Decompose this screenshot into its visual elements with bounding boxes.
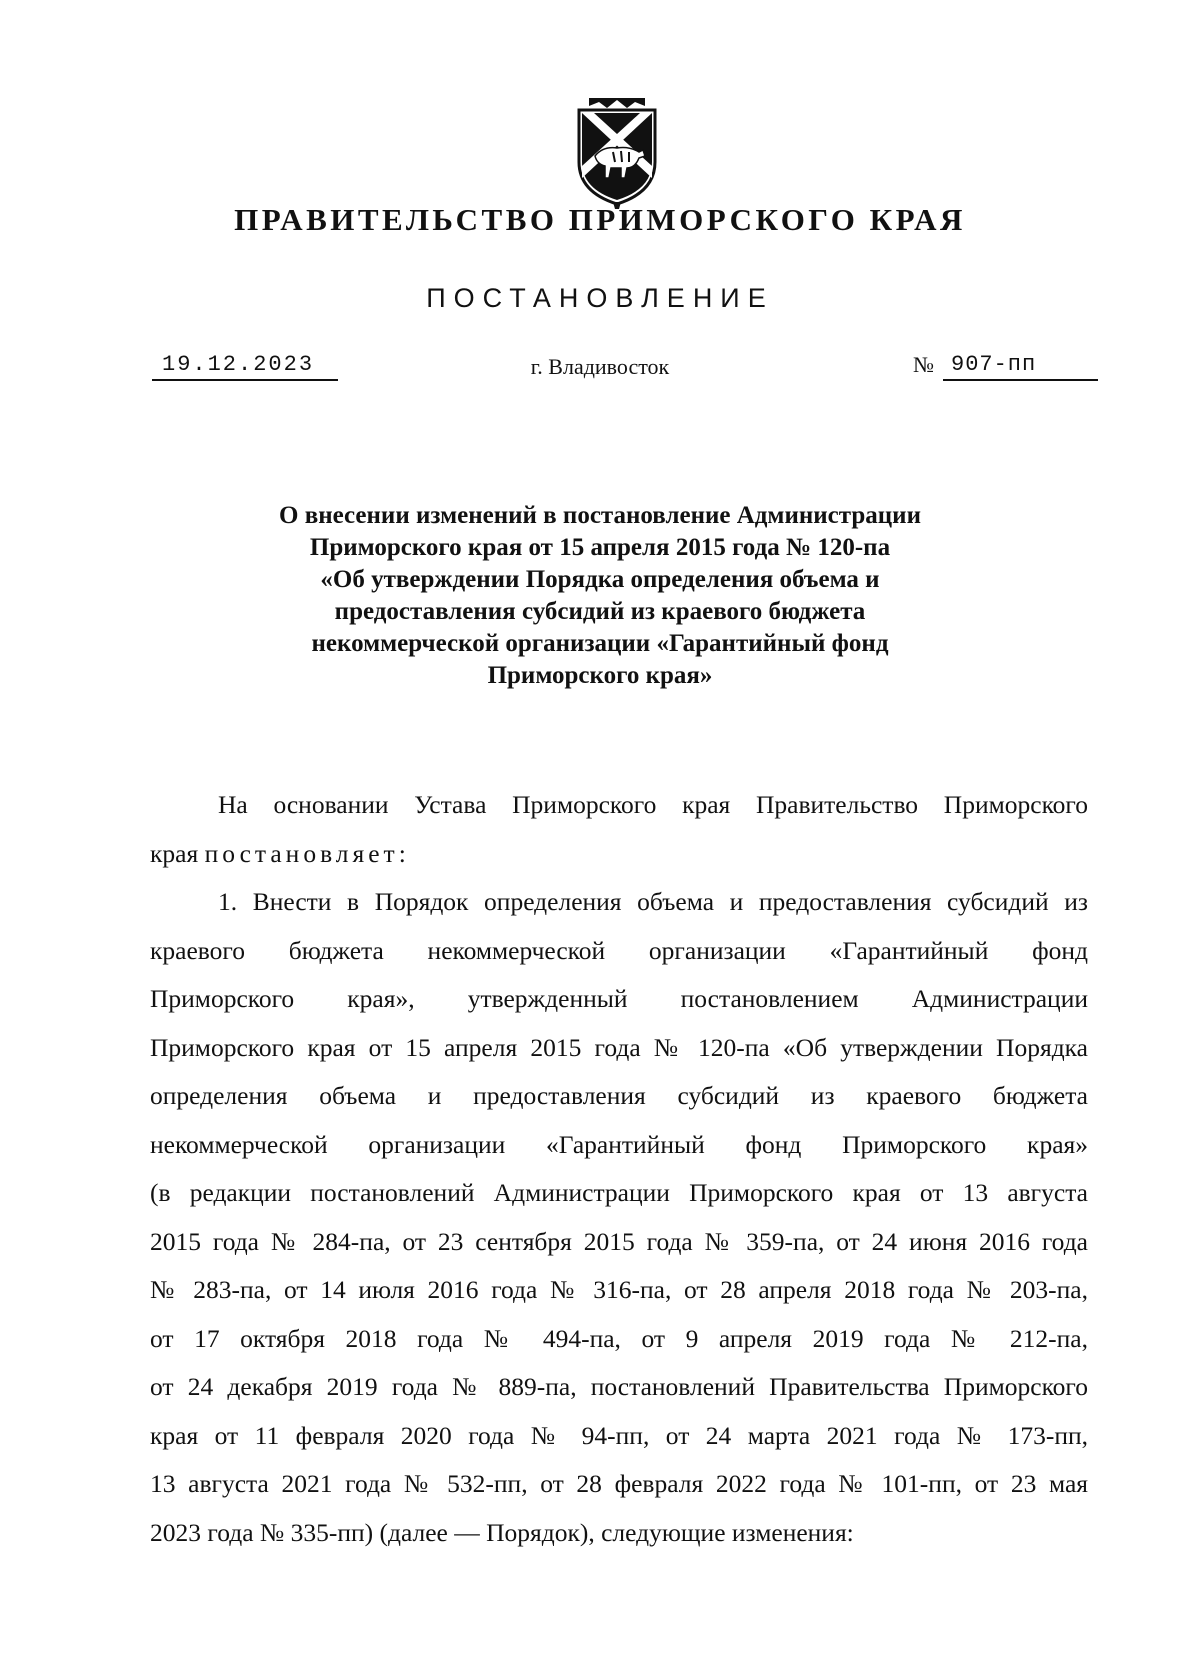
body-line: На основании Устава Приморского края Правительство Приморского	[218, 790, 1088, 819]
body-line: некоммерческой организации «Гарантийный фонд Приморского края»	[150, 1129, 1088, 1159]
subject-line: Приморского края»	[487, 662, 713, 689]
decree-keyword: постановляет:	[204, 838, 410, 868]
document-type: ПОСТАНОВЛЕНИЕ	[426, 283, 774, 313]
body-line: 1. Внести в Порядок определения объема и предоставления субсидий из	[218, 887, 1088, 916]
body-line: от 17 октября 2018 года № 494-па, от 9 апреля 2019 года № 212-па,	[150, 1323, 1088, 1353]
document-subject	[0, 500, 1200, 692]
body-line: краевого бюджета некоммерческой организации «Гарантийный фонд	[150, 935, 1088, 965]
body-line	[150, 830, 1088, 879]
body-line: № 283-па, от 14 июля 2016 года № 316-па, от 28 апреля 2018 года № 203-па,	[150, 1275, 1088, 1304]
body-line: 2023 года № 335-пп) (далее — Порядок), следующие изменения:	[150, 1517, 854, 1547]
body-line: определения объема и предоставления субсидий из краевого бюджета	[150, 1081, 1088, 1110]
body-line: края от 11 февраля 2020 года № 94-пп, от 24 марта 2021 года № 173-пп,	[150, 1420, 1088, 1450]
body-line: 2015 года № 284-па, от 23 сентября 2015 года № 359-па, от 24 июня 2016 года	[150, 1226, 1088, 1256]
body-word: края	[150, 838, 199, 868]
document-date: 19.12.2023	[152, 352, 338, 381]
body-line: от 24 декабря 2019 года № 889-па, постановлений Правительства Приморского	[150, 1372, 1088, 1401]
number-value: 907-пп	[943, 352, 1098, 381]
document-city: г. Владивосток	[530, 354, 670, 379]
subject-line: предоставления субсидий из краевого бюджета	[334, 598, 866, 625]
body-line: Приморского края», утвержденный постановлением Администрации	[150, 984, 1088, 1013]
subject-line: О внесении изменений в постановление Администрации	[279, 502, 921, 529]
document-body	[150, 781, 1088, 1557]
body-line: (в редакции постановлений Администрации Приморского края от 13 августа	[150, 1178, 1088, 1207]
subject-line: «Об утверждении Порядка определения объема и	[320, 566, 880, 593]
coat-of-arms-icon	[569, 96, 665, 210]
government-name: ПРАВИТЕЛЬСТВО ПРИМОРСКОГО КРАЯ	[234, 202, 966, 237]
subject-line: Приморского края от 15 апреля 2015 года № 120-па	[309, 534, 891, 561]
number-sign: №	[913, 352, 934, 377]
subject-line: некоммерческой организации «Гарантийный фонд	[311, 630, 889, 657]
body-line: Приморского края от 15 апреля 2015 года № 120-па «Об утверждении Порядка	[150, 1032, 1088, 1062]
body-line: 13 августа 2021 года № 532-пп, от 28 февраля 2022 года № 101-пп, от 23 мая	[150, 1469, 1088, 1498]
document-number	[913, 352, 1098, 381]
